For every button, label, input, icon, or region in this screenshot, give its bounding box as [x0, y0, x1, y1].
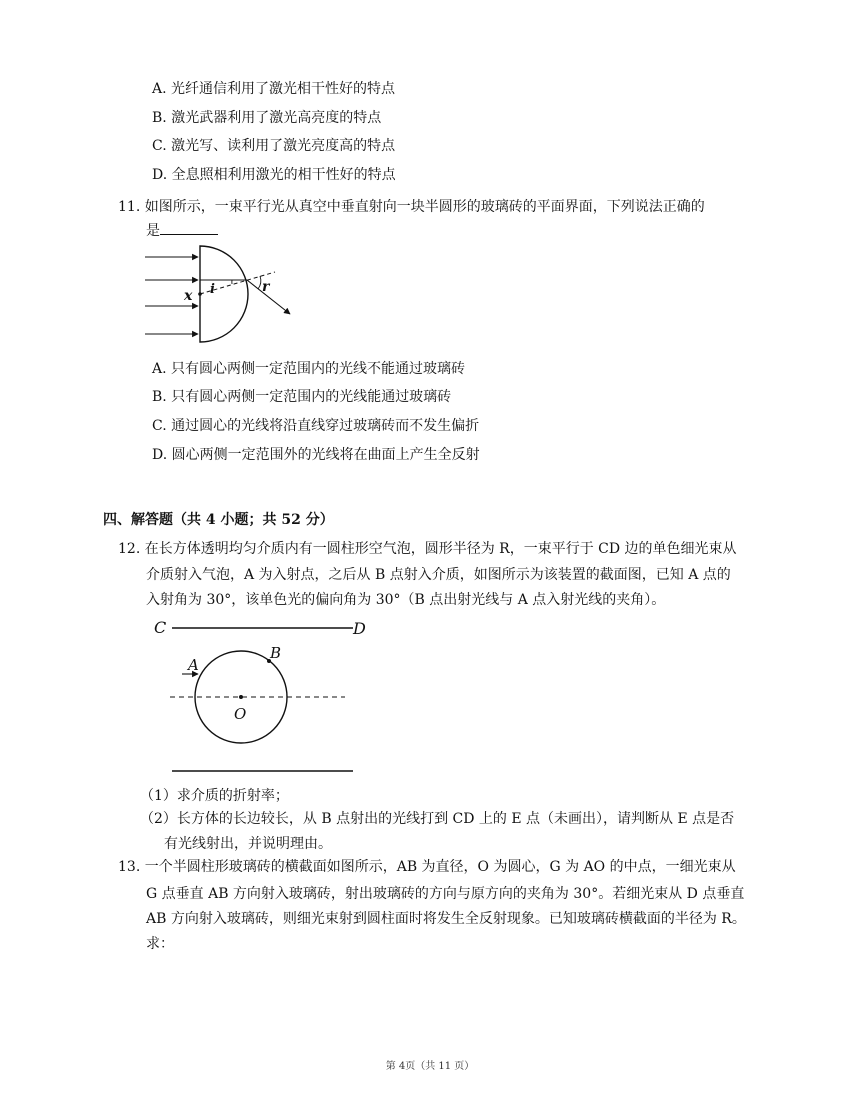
- q12-stem-line2: 介质射入气泡，A 为入射点，之后从 B 点射入介质，如图所示为该装置的截面图，已知 A 点的: [146, 567, 731, 583]
- q12-sub2-line1: （2）长方体的长边较长，从 B 点射出的光线打到 CD 上的 E 点（未画出），请判断从 E 点是否: [140, 811, 735, 827]
- label-r: r: [262, 279, 270, 295]
- q12-sub2-line2: 有光线射出，并说明理由。: [164, 836, 332, 852]
- q12-figure: [150, 612, 370, 782]
- q11-option-b: B. 只有圆心两侧一定范围内的光线能通过玻璃砖: [152, 389, 452, 405]
- center-o: [239, 695, 243, 699]
- label-d: D: [353, 619, 366, 638]
- q13-stem-line3: AB 方向射入玻璃砖，则细光束射到圆柱面时将发生全反射现象。已知玻璃砖横截面的半径为 R。: [146, 911, 746, 927]
- q12-sub1: （1）求介质的折射率；: [140, 788, 289, 804]
- q10-option-c: C. 激光写、读利用了激光亮度高的特点: [152, 138, 396, 154]
- q13-stem-line4: 求：: [146, 936, 174, 952]
- q11-option-c: C. 通过圆心的光线将沿直线穿过玻璃砖而不发生偏折: [152, 418, 480, 434]
- q13-stem-line2: G 点垂直 AB 方向射入玻璃砖，射出玻璃砖的方向与原方向的夹角为 30°。若细光束从 D 点垂直: [146, 886, 745, 902]
- q10-option-d: D. 全息照相利用激光的相干性好的特点: [152, 167, 396, 183]
- q11-figure: [140, 240, 310, 350]
- q12-stem-line1: 12. 在长方体透明均匀介质内有一圆柱形空气泡，圆形半径为 R，一束平行于 CD 边的单色细光束从: [118, 541, 737, 557]
- label-c: C: [154, 618, 167, 637]
- semicircle-glass: [200, 246, 248, 342]
- q13-stem-line1: 13. 一个半圆柱形玻璃砖的横截面如图所示，AB 为直径，O 为圆心，G 为 AO 的中点，一细光束从: [118, 859, 736, 875]
- label-a: A: [188, 656, 199, 674]
- q10-option-b: B. 激光武器利用了激光高亮度的特点: [152, 110, 382, 126]
- page-footer: 第 4页（共 11 页）: [385, 1061, 475, 1072]
- label-x: x: [184, 288, 193, 304]
- section-title: 四、解答题（共 4 小题；共 52 分）: [103, 512, 334, 528]
- center-dot: [198, 292, 202, 296]
- q11-option-a: A. 只有圆心两侧一定范围内的光线不能通过玻璃砖: [152, 361, 466, 377]
- q11-stem-line1: 11. 如图所示，一束平行光从真空中垂直射向一块半圆形的玻璃砖的平面界面，下列说法正确的: [118, 199, 705, 215]
- q10-option-a: A. 光纤通信利用了激光相干性好的特点: [152, 81, 396, 97]
- label-o: O: [234, 705, 247, 723]
- label-b: B: [270, 644, 282, 662]
- label-i: i: [210, 282, 215, 297]
- q12-stem-line3: 入射角为 30°，该单色光的偏向角为 30°（B 点出射光线与 A 点入射光线的夹角）。: [146, 592, 666, 608]
- answer-blank: [160, 220, 218, 235]
- q11-option-d: D. 圆心两侧一定范围外的光线将在曲面上产生全反射: [152, 447, 480, 463]
- q11-stem-line2: 是: [146, 220, 218, 241]
